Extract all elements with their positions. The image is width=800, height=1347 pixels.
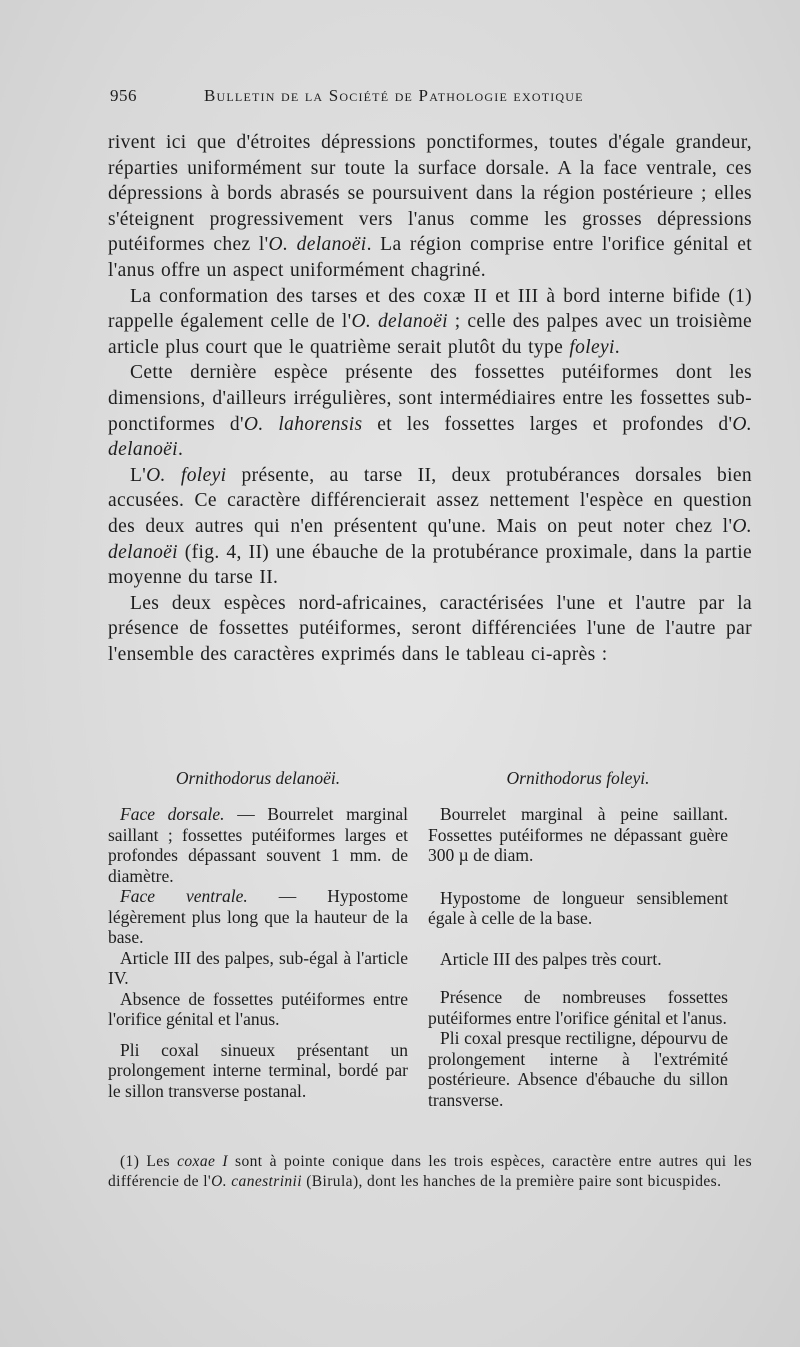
species-name: O. delanoëi xyxy=(108,515,752,563)
species-name: O. delanoëi xyxy=(351,311,448,333)
column-title: Ornithodorus delanoëi. xyxy=(175,768,341,788)
entry-dorsal xyxy=(108,804,408,886)
entry-label: Face ventrale. xyxy=(120,886,248,906)
entry-ventral: Hypostome de longueur sensiblement égale à celle de la base. xyxy=(428,887,728,928)
text-run: (Birula), dont les hanches de la première paire sont bicuspides. xyxy=(301,1173,722,1190)
species-name: O. foleyi xyxy=(146,464,227,486)
text-run: . La région comprise entre l'orifice génital et l'anus offre un aspect uniformément chagriné. xyxy=(108,234,753,281)
text-run: et les fossettes larges et profondes d' xyxy=(362,413,733,435)
text-run: rivent ici que d'étroites dépressions ponctiformes, toutes d'égale grandeur, réparties uniformément sur toute la surface dorsale. A la face ventrale, ces dépressions à bords abrasés se poursuivent dans la région postérieure ; elles s'éteignent progressivement vers l'anus comme les grosses dépressions putéiformes chez l' xyxy=(108,132,752,256)
species-name: O. delanoëi xyxy=(268,234,367,256)
paragraph-5: Les deux espèces nord-africaines, caractérisées l'une et l'autre par la présence de fossettes putéiformes, seront différenciées l'une de l'autre par l'ensemble des caractères exprimés dans le tableau ci-après : xyxy=(108,592,752,665)
entry-fossettes: Absence de fossettes putéiformes entre l'orifice génital et l'anus. xyxy=(108,988,408,1029)
text-run: (1) Les xyxy=(120,1153,178,1170)
entry-text: — Bourrelet marginal saillant ; fossettes putéiformes larges et profondes dépassant souvent 1 mm. de diamètre. xyxy=(108,804,409,886)
paragraph-2 xyxy=(108,284,752,361)
entry-coxal-fold: Pli coxal sinueux présentant un prolongement interne terminal, bordé par le sillon transverse postanal. xyxy=(108,1039,408,1101)
text-run: (fig. 4, II) une ébauche de la protubérance proximale, dans la partie moyenne du tarse II. xyxy=(108,541,752,589)
text-run: . xyxy=(177,439,184,461)
spacer xyxy=(108,1030,408,1040)
spacer xyxy=(428,929,728,949)
paragraph-3 xyxy=(108,360,752,462)
entry-label: Face dorsale. xyxy=(120,804,225,824)
entry-dorsal: Bourrelet marginal à peine saillant. Fossettes putéiformes ne dépassant guère 300 µ de diam. xyxy=(428,804,728,865)
paragraph-1 xyxy=(108,130,752,284)
text-run: . xyxy=(614,336,620,358)
running-title: Bulletin de la Société de Pathologie exotique xyxy=(204,86,584,105)
text-run: La conformation des tarses et des coxæ II et III à bord interne bifide (1) rappelle également celle de l' xyxy=(108,285,752,333)
term: coxae I xyxy=(177,1153,228,1170)
text-run: L' xyxy=(130,464,147,486)
entry-fossettes: Présence de nombreuses fossettes putéiformes entre l'orifice génital et l'anus. xyxy=(428,987,728,1028)
text-run: présente, au tarse II, deux protubérances dorsales bien accusées. Ce caractère différencierait assez nettement l'espèce en question des deux autres qui n'en présentent qu'une. Mais on peut noter chez l' xyxy=(108,464,753,537)
page-header xyxy=(110,86,750,114)
text-run: Cette dernière espèce présente des fossettes putéiformes dont les dimensions, d'ailleurs irrégulières, sont intermédiaires entre les fossettes sub-ponctiformes d' xyxy=(108,362,752,435)
text-run: ; celle des palpes avec un troisième article plus court que le quatrième serait plutôt du type xyxy=(108,311,752,358)
column-delanoei xyxy=(108,768,408,1101)
paragraph-4 xyxy=(108,463,752,591)
entry-ventral xyxy=(108,886,408,948)
text-run: sont à pointe conique dans les trois espèces, caractère entre autres qui les différencie de l' xyxy=(108,1153,752,1190)
column-foleyi xyxy=(428,768,728,1110)
entry-coxal-fold: Pli coxal presque rectiligne, dépourvu de prolongement interne à l'extrémité postérieure. Absence d'ébauche du sillon transverse. xyxy=(428,1028,728,1110)
species-name: O. delanoëi xyxy=(108,413,753,461)
entry-palps: Article III des palpes, sub-égal à l'article IV. xyxy=(108,947,408,988)
body-text xyxy=(108,130,752,667)
spacer xyxy=(428,969,728,987)
spacer xyxy=(428,866,728,888)
entry-text: — Hypostome légèrement plus long que la hauteur de la base. xyxy=(108,886,408,947)
species-name: O. lahorensis xyxy=(243,413,363,435)
page-number: 956 xyxy=(110,86,137,105)
column-title: Ornithodorus foleyi. xyxy=(506,768,650,788)
entry-palps: Article III des palpes très court. xyxy=(440,948,662,969)
species-name: foleyi xyxy=(569,336,615,358)
species-name: O. canestrinii xyxy=(211,1173,302,1190)
footnote xyxy=(108,1152,752,1192)
